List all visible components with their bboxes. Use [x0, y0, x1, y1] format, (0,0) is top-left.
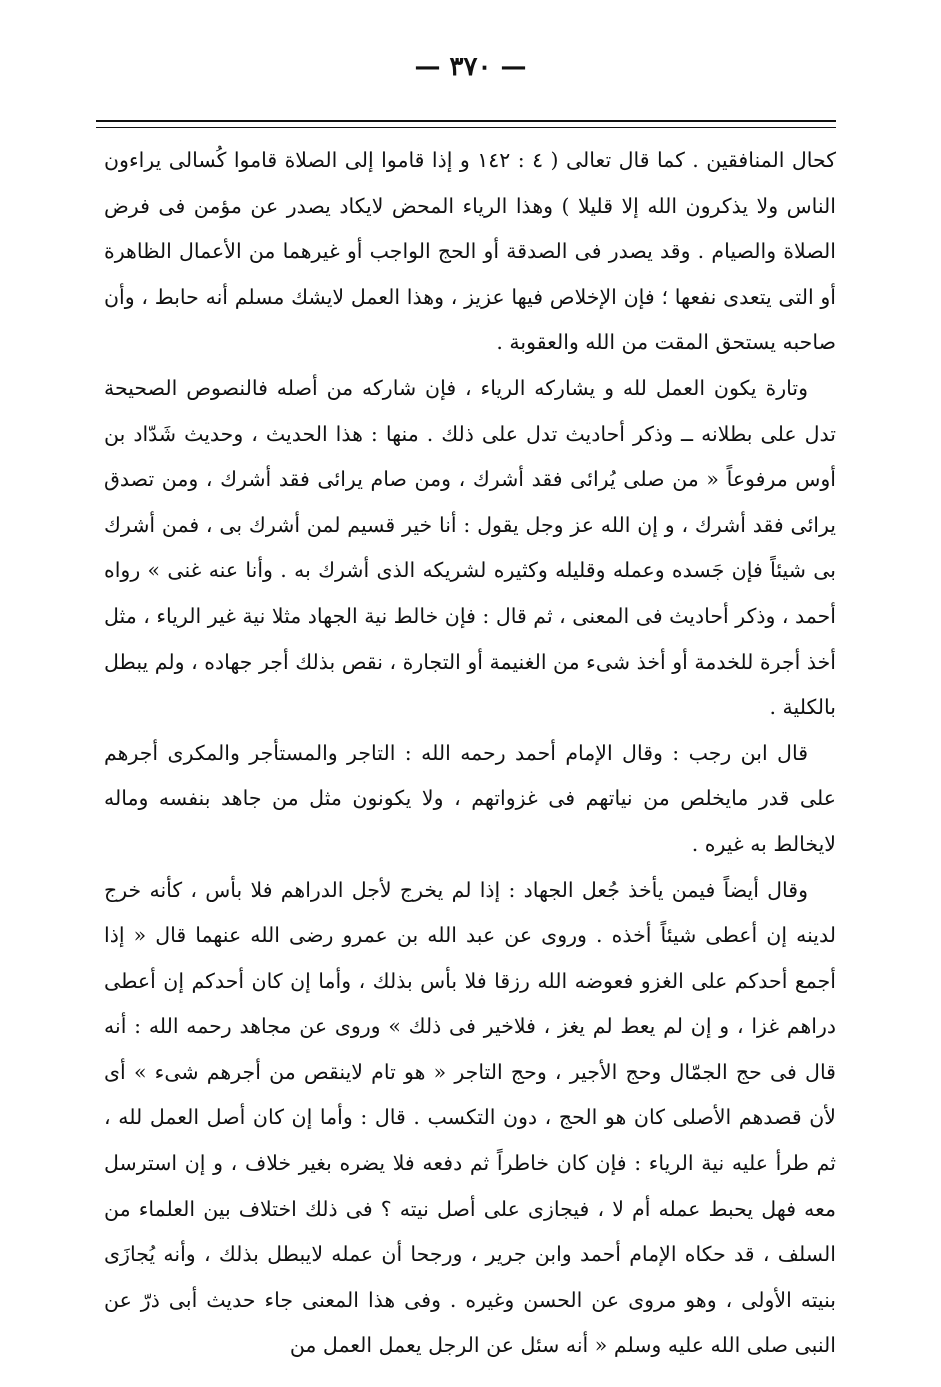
header-rule-thick: [96, 120, 836, 122]
paragraph-1: كحال المنافقين . كما قال تعالى ( ٤ : ١٤٢ و إذا قاموا إلى الصلاة قاموا كُسالى يراءون الناس ولا يذكرون الله إلا قليلا ) وهذا الرياء المحض لايكاد يصدر عن مؤمن فى فرض الصلاة والصيام . وقد يصدر فى الصدقة أو الحج الواجب أو غيرهما من الأعمال الظاهرة أو التى يتعدى نفعها ؛ فإن الإخلاص فيها عزيز ، وهذا العمل لايشك مسلم أنه حابط ، وأن صاحبه يستحق المقت من الله والعقوبة .: [104, 148, 836, 355]
paragraph-4: وقال أيضاً فيمن يأخذ جُعل الجهاد : إذا لم يخرج لأجل الدراهم فلا بأس ، كأنه خرج لدينه إن أعطى شيئاً أخذه . وروى عن عبد الله بن عمرو رضى الله عنهما قال « إذا أجمع أحدكم على الغزو فعوضه الله رزقا فلا بأس بذلك ، وأما إن كان أحدكم إن أعطى دراهم غزا ، و إن لم يعط لم يغز ، فلاخير فى ذلك » وروى عن مجاهد رحمه الله : أنه قال فى حج الجمّال وحج الأجير ، وحج التاجر « هو تام لاينقص من أجرهم شىء » أى لأن قصدهم الأصلى كان هو الحج ، دون التكسب . قال : وأما إن كان أصل العمل لله ، ثم طرأ عليه نية الرياء : فإن كان خاطراً ثم دفعه فلا يضره بغير خلاف ، و إن استرسل معه فهل يحبط عمله أم لا ، فيجازى على أصل نيته ؟ فى ذلك اختلاف بين العلماء من السلف ، قد حكاه الإمام أحمد وابن جرير ، ورجحا أن عمله لايبطل بذلك ، وأنه يُجازَى بنيته الأولى ، وهو مروى عن الحسن وغيره . وفى هذا المعنى جاء حديث أبى ذرّ عن النبى صلى الله عليه وسلم « أنه سئل عن الرجل يعمل العمل من: [104, 877, 836, 1358]
header-rule-thin: [96, 127, 836, 128]
paragraph-2: وتارة يكون العمل لله و يشاركه الرياء ، فإن شاركه من أصله فالنصوص الصحيحة تدل على بطلانه ــ وذكر أحاديث تدل على ذلك . منها : هذا الحديث ، وحديث شَدّاد بن أوس مرفوعاً « من صلى يُرائى فقد أشرك ، ومن صام يرائى فقد أشرك ، ومن تصدق يرائى فقد أشرك ، و إن الله عز وجل يقول : أنا خير قسيم لمن أشرك بى ، فمن أشرك بى شيئاً فإن جَسده وعمله وقليله وكثيره لشريكه الذى أشرك به . وأنا عنه غنى » رواه أحمد ، وذكر أحاديث فى المعنى ، ثم قال : فإن خالط نية الجهاد مثلا نية غير الرياء ، مثل أخذ أجرة للخدمة أو أخذ شىء من الغنيمة أو التجارة ، نقص بذلك أجر جهاده ، ولم يبطل بالكلية .: [104, 375, 836, 720]
body-text: [104, 138, 836, 1369]
page-number: — ٣٧٠ —: [414, 52, 527, 82]
paragraph-3: قال ابن رجب : وقال الإمام أحمد رحمه الله : التاجر والمستأجر والمكرى أجرهم على قدر مايخلص من نياتهم فى غزواتهم ، ولا يكونون مثل من جاهد بنفسه وماله لايخالط به غيره .: [104, 740, 836, 856]
